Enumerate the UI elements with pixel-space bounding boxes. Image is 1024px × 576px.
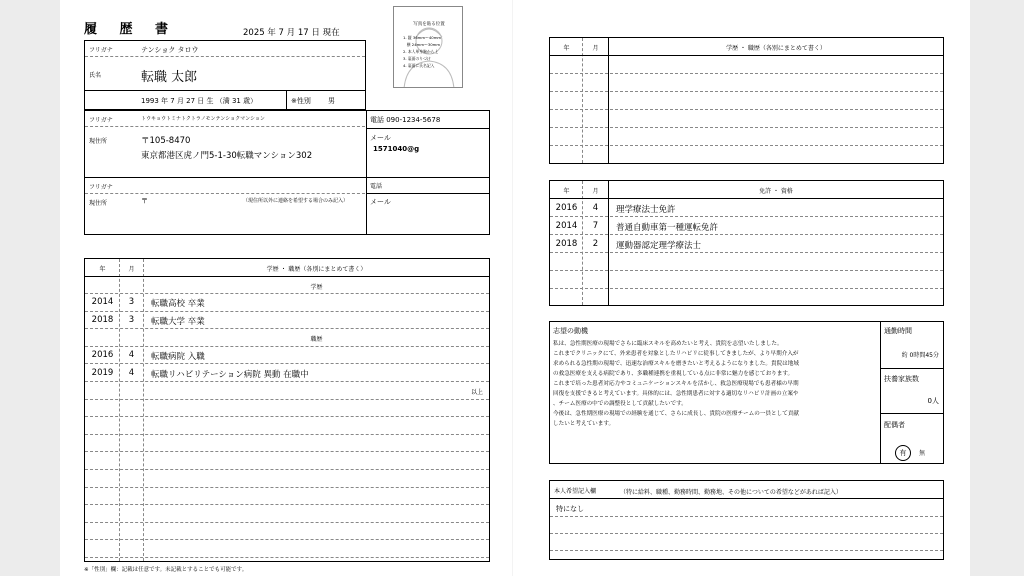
gender-label: ※性別 — [291, 97, 311, 105]
row-divider — [85, 328, 489, 329]
row-divider — [85, 416, 489, 417]
dependents-value: 0人 — [927, 397, 939, 405]
row-divider — [550, 270, 943, 271]
resume-title: 履 歴 書 — [84, 22, 178, 37]
row-divider — [550, 109, 943, 110]
mail-value: 1571040@g — [373, 145, 420, 153]
spouse-label: 配偶者 — [884, 421, 905, 429]
edu-year: 2018 — [91, 315, 114, 325]
row-divider — [550, 216, 943, 217]
address1-furigana-label: フリガナ — [89, 117, 113, 124]
license-year: 2016 — [555, 203, 578, 213]
row-divider — [85, 539, 489, 540]
dependents-label: 扶養家族数 — [884, 375, 919, 383]
row-divider — [550, 145, 943, 146]
wish-text: 特になし — [556, 505, 584, 513]
gender-value: 男 — [328, 97, 335, 105]
license-year: 2018 — [555, 239, 578, 249]
commute-value: 約 0時間45分 — [901, 352, 939, 359]
row-divider — [85, 504, 489, 505]
edu-text: 転職大学 卒業 — [151, 317, 205, 327]
history-col-content: 学歴 ・ 職歴（各別にまとめて書く） — [266, 266, 367, 273]
address2-furigana-label: フリガナ — [89, 184, 113, 191]
work-year: 2019 — [91, 368, 114, 378]
furigana-value: テンショク タロウ — [141, 46, 199, 54]
photo-instructions: 1. 縦 36mm〜40mm 横 24mm〜30mm 2. 本人単身胸から上 3. 裏面のりづけ 4. 裏面に氏名記入 — [403, 35, 442, 68]
license-text: 運動器認定理学療法士 — [616, 241, 702, 251]
resume-date: 2025 年 7 月 17 日 現在 — [243, 28, 340, 38]
footnote: ※「性別」欄：記載は任意です。未記載とすることでも可能です。 — [84, 567, 248, 573]
row-divider — [85, 487, 489, 488]
work-month: 4 — [128, 368, 135, 378]
row-divider — [550, 252, 943, 253]
edu-month: 3 — [128, 315, 135, 325]
row-divider — [550, 234, 943, 235]
address1-zip: 〒105-8470 — [141, 136, 191, 146]
row-divider — [550, 288, 943, 289]
name-value: 転職 太郎 — [141, 70, 198, 85]
license-year: 2014 — [555, 221, 578, 231]
license-month: 7 — [592, 221, 599, 231]
spouse-options — [895, 440, 925, 461]
row-divider — [550, 516, 943, 517]
history-col-month: 月 — [128, 266, 135, 273]
history2-col-content: 学歴 ・ 職歴（各別にまとめて書く） — [726, 45, 826, 52]
address2-note: （現住所以外に連絡を希望する場合のみ記入） — [243, 198, 349, 204]
photo-title: 写真を貼る位置 — [413, 22, 445, 27]
mail-label: メール — [370, 134, 391, 142]
spouse-yes-selected: 有 — [895, 445, 911, 461]
commute-label: 通勤時間 — [884, 327, 912, 335]
furigana-label: フリガナ — [89, 47, 113, 54]
row-divider — [550, 127, 943, 128]
edu-year: 2014 — [91, 297, 114, 307]
row-divider — [550, 73, 943, 74]
license-text: 普通自動車第一種運転免許 — [616, 223, 719, 233]
address2-phone-label: 電話 — [370, 183, 383, 190]
row-divider — [85, 293, 489, 294]
row-divider — [85, 346, 489, 347]
licenses-col-month: 月 — [592, 188, 599, 195]
history-work-heading: 職歴 — [310, 336, 323, 343]
row-divider — [85, 522, 489, 523]
phone-value: 電話 090-1234-5678 — [370, 116, 441, 124]
licenses-col-content: 免許 ・ 資格 — [759, 188, 793, 195]
page-fold — [512, 0, 513, 576]
work-text: 転職リハビリテーション病院 異動 在職中 — [151, 370, 309, 380]
motivation-text: 私は、急性期医療の現場でさらに臨床スキルを高めたいと考え、貴院を志望いたしました。 これまでクリニックにて、外来患者を対象としたリハビリに従事してきましたが、より早期介入が 求められる急性期の現場で、迅速な治療スキルを磨きたいと考えるようになりました。貴院は地域 の救急医療を支える病院であり、多職種連携を重視している点に非常に魅力を感じております。 これまで培った患者対応力やコミュニケーションスキルを活かし、救急医療現場でも患者様の早期 回復を支援できると考えています。具体的には、急性期患者に対する適切なリハビリ計画の立案や 、チーム医療の中での調整役として貢献したいです。 今後は、急性期医療の現場での経験を通じて、さらに成長し、貴院の医療チームの一員として貢献 したいと考えています。 — [553, 341, 800, 427]
spouse-no: 無 — [919, 450, 926, 457]
history2-col-month: 月 — [592, 45, 599, 52]
name-label: 氏名 — [89, 72, 102, 79]
row-divider — [550, 533, 943, 534]
license-text: 理学療法士免許 — [616, 205, 676, 215]
row-divider — [85, 451, 489, 452]
row-divider — [85, 434, 489, 435]
row-divider — [85, 311, 489, 312]
edu-month: 3 — [128, 297, 135, 307]
motivation-title: 志望の動機 — [553, 327, 588, 335]
address2-zip: 〒 — [141, 197, 148, 205]
edu-text: 転職高校 卒業 — [151, 299, 205, 309]
history-col-year: 年 — [99, 266, 106, 273]
photo-placeholder — [393, 6, 463, 88]
row-divider — [85, 381, 489, 382]
work-year: 2016 — [91, 350, 114, 360]
address2-mail-label: メール — [370, 198, 391, 206]
address1-label: 現住所 — [89, 138, 108, 145]
address2-label: 現住所 — [89, 200, 108, 207]
license-month: 4 — [592, 203, 599, 213]
wish-note: （特に給料、職種、勤務時間、勤務地、その他についての希望などがあれば記入） — [620, 489, 842, 496]
history2-col-year: 年 — [563, 45, 570, 52]
row-divider — [85, 363, 489, 364]
row-divider — [85, 557, 489, 558]
license-month: 2 — [592, 239, 599, 249]
address1-furigana: トウキョウトミナトクトラノモンテンショクマンション — [141, 116, 265, 122]
history-table — [84, 258, 490, 562]
address1-value: 東京都港区虎ノ門5-1-30転職マンション302 — [141, 151, 313, 161]
work-text: 転職病院 入職 — [151, 352, 205, 362]
row-divider — [550, 550, 943, 551]
licenses-col-year: 年 — [563, 188, 570, 195]
row-divider — [85, 469, 489, 470]
history-edu-heading: 学歴 — [310, 284, 323, 291]
row-divider — [85, 399, 489, 400]
history-end: 以上 — [471, 389, 484, 396]
birth-date: 1993 年 7 月 27 日 生 （満 31 歳） — [141, 97, 258, 105]
row-divider — [550, 91, 943, 92]
wish-label: 本人希望記入欄 — [554, 488, 597, 495]
work-month: 4 — [128, 350, 135, 360]
